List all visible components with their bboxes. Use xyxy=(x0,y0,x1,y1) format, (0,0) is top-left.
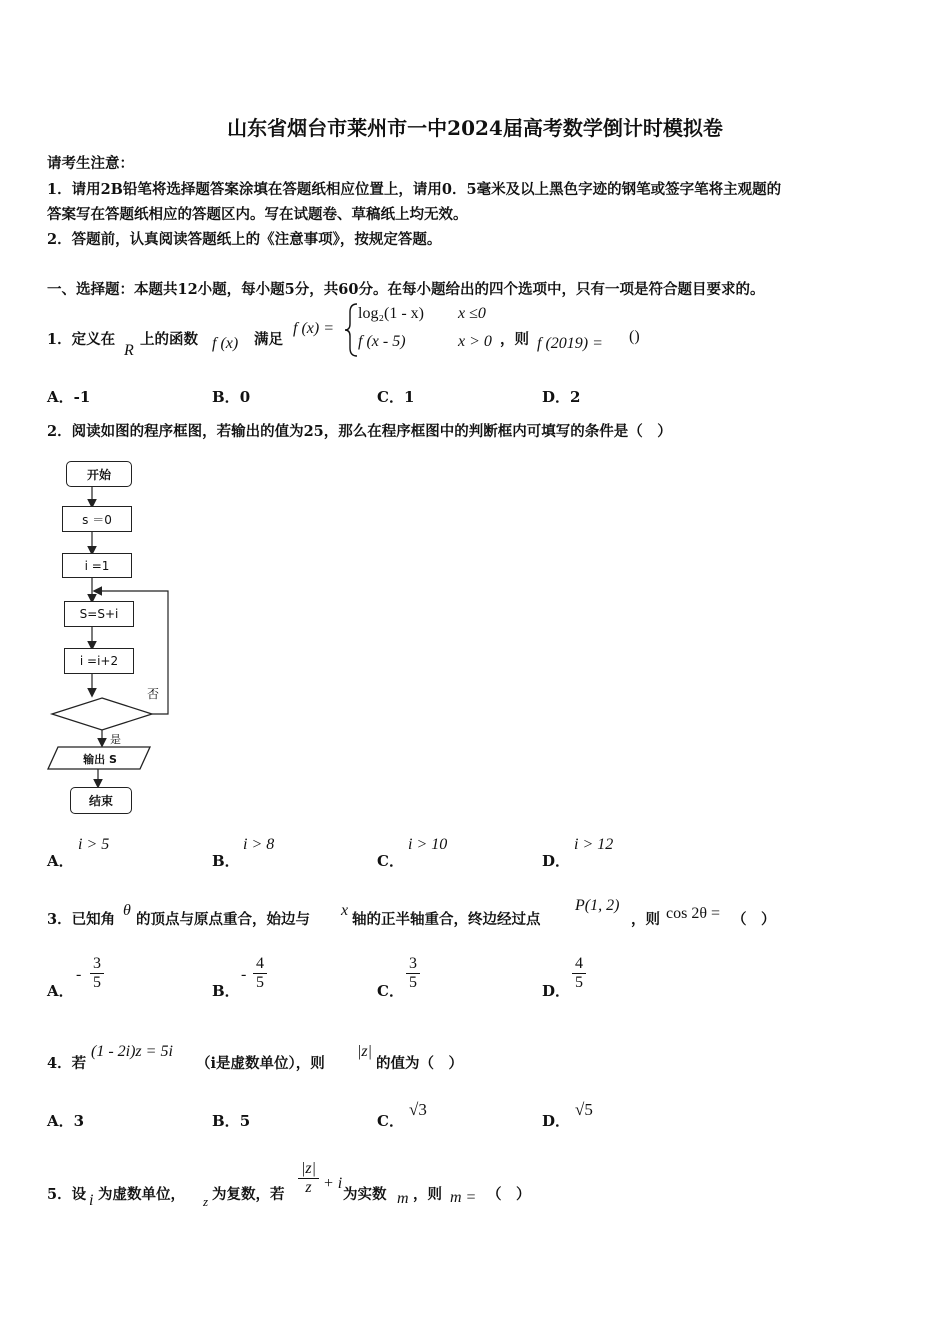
flow-sum: S=S+i xyxy=(64,601,134,627)
q3-paren: （ ） xyxy=(732,911,776,928)
notice-heading: 请考生注意： xyxy=(47,155,134,172)
q1-case2-expr: f (x - 5) xyxy=(358,333,406,350)
q3-option-a-fraction[interactable]: $\frac{3}{5}$ xyxy=(90,955,104,992)
q2-option-d-label[interactable]: D． xyxy=(542,852,571,870)
q1-then: ，则 xyxy=(500,331,529,348)
q5-then: ，则 xyxy=(413,1186,442,1203)
q3-then: ，则 xyxy=(631,911,660,928)
flow-start: 开始 xyxy=(66,461,132,487)
q5-m-eq: m = xyxy=(450,1189,477,1206)
q1-option-c[interactable]: C．1 xyxy=(377,388,415,406)
q4-option-c-value[interactable]: √3 xyxy=(409,1100,427,1119)
section-heading: 一、选择题：本题共12小题，每小题5分，共60分。在每小题给出的四个选项中，只有一项是符合题目要求的。 xyxy=(47,281,765,298)
flow-yes-label: 是 xyxy=(110,733,121,746)
flowchart xyxy=(40,455,200,820)
q5-z: z xyxy=(203,1194,209,1209)
notice-line-2: 答案写在答题纸相应的答题区内。写在试题卷、草稿纸上均无效。 xyxy=(47,206,468,223)
q5-i: i xyxy=(89,1192,94,1209)
q3-option-d-label[interactable]: D． xyxy=(542,982,571,1000)
flow-output: 输出 S xyxy=(83,753,117,766)
q1-f2019: f (2019) = xyxy=(537,335,603,352)
q1-mid-text: 上的函数 xyxy=(140,331,198,348)
q4-note: （i是虚数单位），则 xyxy=(196,1055,325,1072)
q2-option-a-label[interactable]: A． xyxy=(47,852,74,870)
q1-fx: f (x) xyxy=(212,335,239,352)
q3-option-b-sign: - xyxy=(241,966,247,983)
q4-option-a[interactable]: A．3 xyxy=(47,1112,85,1130)
q3-prefix: 3．已知角 xyxy=(47,911,116,928)
q4-option-c-label[interactable]: C． xyxy=(377,1112,404,1130)
q1-option-d[interactable]: D．2 xyxy=(542,388,581,406)
q2-option-c-label[interactable]: C． xyxy=(377,852,404,870)
q4-option-b[interactable]: B．5 xyxy=(212,1112,251,1130)
q1-case2-cond: x > 0 xyxy=(458,333,492,350)
q3-point: P(1, 2) xyxy=(575,897,620,914)
q2-option-d-value[interactable]: i > 12 xyxy=(574,836,614,853)
q4-suffix: 的值为（ ） xyxy=(376,1055,463,1072)
q3-option-a-label[interactable]: A． xyxy=(47,982,74,1000)
q1-case1-cond: x ≤0 xyxy=(458,305,486,322)
q5-m: m xyxy=(397,1190,409,1207)
notice-line-1: 1．请用2B铅笔将选择题答案涂填在答题纸相应位置上，请用0．5毫米及以上黑色字迹的钢笔或签字笔将主观题的 xyxy=(47,181,782,198)
q5-prefix: 5．设 xyxy=(47,1186,87,1203)
q3-cos: cos 2θ = xyxy=(666,905,721,922)
q5-fraction: $\frac{|z|}{z}$ xyxy=(298,1160,319,1197)
notice-line-3: 2．答题前，认真阅读答题纸上的《注意事项》，按规定答题。 xyxy=(47,231,442,248)
q5-mid2: 为复数，若 xyxy=(212,1186,285,1203)
q5-mid3: 为实数 xyxy=(343,1186,387,1203)
q3-option-a-sign: - xyxy=(76,966,82,983)
q1-option-a[interactable]: A．-1 xyxy=(47,388,91,406)
q3-mid2: 轴的正半轴重合，终边经过点 xyxy=(352,911,541,928)
q2-option-b-value[interactable]: i > 8 xyxy=(243,836,275,853)
q3-mid1: 的顶点与原点重合，始边与 xyxy=(136,911,310,928)
q4-absz: |z| xyxy=(357,1043,373,1060)
q2-option-a-value[interactable]: i > 5 xyxy=(78,836,110,853)
flow-no-label: 否 xyxy=(147,687,160,701)
q1-prefix: 1．定义在 xyxy=(47,331,116,348)
flow-i1: i =1 xyxy=(62,553,132,578)
q3-theta: θ xyxy=(123,902,131,919)
q4-expr: (1 - 2i)z = 5i xyxy=(91,1043,173,1060)
flow-s0: s ＝0 xyxy=(62,506,132,532)
flow-end: 结束 xyxy=(70,787,132,814)
q3-x: x xyxy=(341,902,349,919)
page-title: 山东省烟台市莱州市一中2024届高考数学倒计时模拟卷 xyxy=(227,116,723,140)
q2-option-c-value[interactable]: i > 10 xyxy=(408,836,448,853)
q2-option-b-label[interactable]: B． xyxy=(212,852,240,870)
q4-option-d-value[interactable]: √5 xyxy=(575,1100,593,1119)
q1-paren: () xyxy=(629,328,640,345)
q1-fx-eq: f (x) = xyxy=(293,320,334,337)
q1-option-b[interactable]: B．0 xyxy=(212,388,251,406)
flow-increment: i =i+2 xyxy=(64,648,134,674)
q1-R: R xyxy=(124,342,134,359)
q3-option-b-label[interactable]: B． xyxy=(212,982,240,1000)
q1-satisfies: 满足 xyxy=(254,331,283,348)
q3-option-d-fraction[interactable]: $\frac{4}{5}$ xyxy=(572,955,586,992)
q2-text: 2．阅读如图的程序框图，若输出的值为25，那么在程序框图中的判断框内可填写的条件是（ ） xyxy=(47,423,672,440)
q3-option-b-fraction[interactable]: $\frac{4}{5}$ xyxy=(253,955,267,992)
q1-case1-expr: log₂(1 - x) xyxy=(358,305,425,322)
q5-plus-i: + i xyxy=(323,1175,343,1192)
q4-option-d-label[interactable]: D． xyxy=(542,1112,571,1130)
q5-paren: （ ） xyxy=(487,1186,531,1203)
q3-option-c-fraction[interactable]: $\frac{3}{5}$ xyxy=(406,955,420,992)
q4-prefix: 4．若 xyxy=(47,1055,87,1072)
q5-mid1: 为虚数单位， xyxy=(98,1186,185,1203)
q3-option-c-label[interactable]: C． xyxy=(377,982,404,1000)
